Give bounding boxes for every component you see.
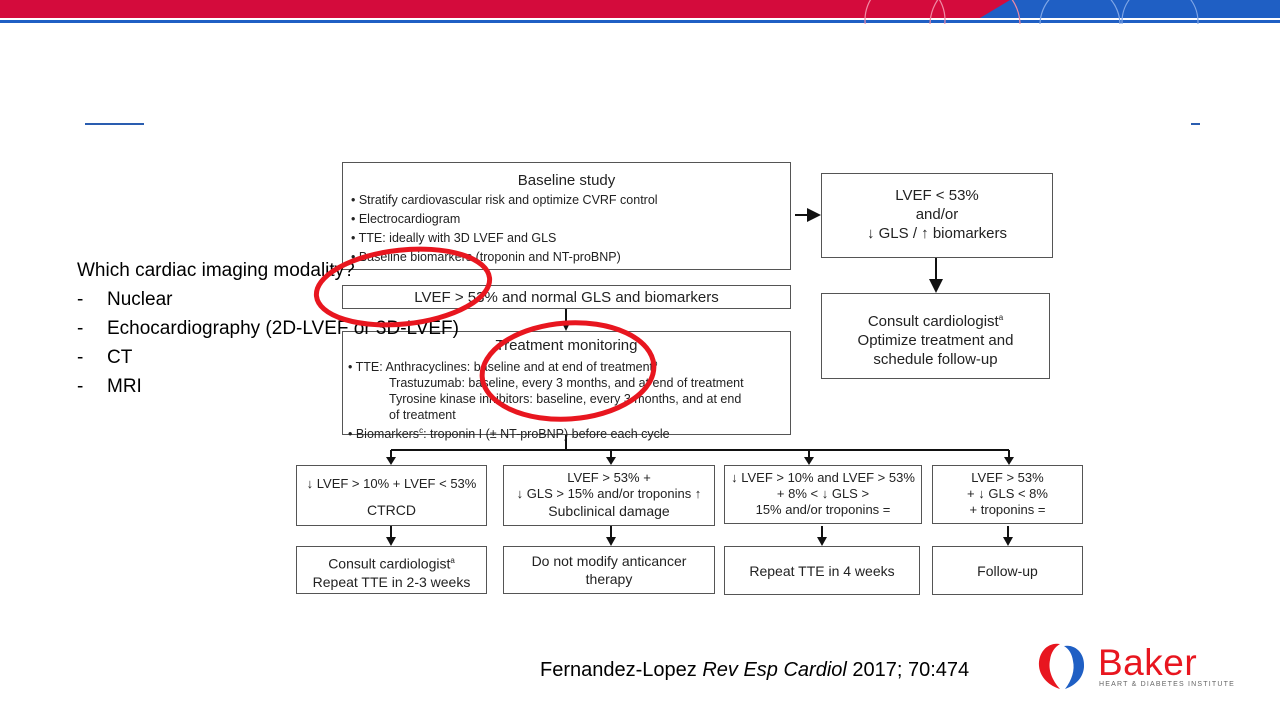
branch-line: 15% and/or troponins =	[755, 502, 891, 517]
baseline-bullet: • Stratify cardiovascular risk and optimize CVRF control	[351, 193, 658, 207]
branch-line: + ↓ GLS < 8%	[967, 486, 1048, 501]
outcome-line: Repeat TTE in 2-3 weeks	[312, 573, 471, 590]
abnormal-line3: ↓ GLS / ↑ biomarkers	[866, 225, 1008, 242]
citation-details: 2017; 70:474	[846, 659, 970, 681]
outcome-line: Do not modify anticancer	[531, 553, 687, 569]
monitoring-tte-text: • TTE: Anthracyclines: baseline and at end of treatment	[348, 360, 654, 375]
baker-heart-logo-icon	[1036, 640, 1088, 692]
footnote-c: c	[419, 426, 424, 436]
option-dash: -	[77, 347, 84, 368]
option-text: CT	[107, 347, 133, 368]
outcome-line: therapy	[585, 571, 633, 587]
normal-result-text: LVEF > 53% and normal GLS and biomarkers	[414, 289, 719, 306]
citation-journal: Rev Esp Cardiol	[702, 659, 847, 681]
outcome-line: Follow-up	[977, 563, 1038, 579]
branch-line: LVEF > 53% +	[567, 470, 651, 485]
footnote-a: a	[450, 556, 455, 565]
monitoring-tki-cont: of treatment	[389, 408, 456, 423]
branch-line: ↓ GLS > 15% and/or troponins ↑	[516, 486, 702, 501]
branch-line: ↓ LVEF > 10% and LVEF > 53%	[731, 470, 915, 485]
option-dash: -	[77, 318, 84, 339]
branch-label: CTRCD	[367, 502, 416, 518]
treatment-monitoring-title: Treatment monitoring	[495, 337, 638, 354]
logo-subtitle: HEART & DIABETES INSTITUTE	[1099, 681, 1235, 688]
biomarkers-label: • Biomarkers	[348, 427, 420, 442]
option-text: MRI	[107, 376, 142, 397]
question-title: Which cardiac imaging modality?	[77, 260, 355, 281]
abnormal-line2: and/or	[915, 206, 959, 223]
baseline-study-title: Baseline study	[517, 172, 616, 189]
branch-line: ↓ LVEF > 10% + LVEF < 53%	[306, 476, 477, 491]
consult-right-line2: Optimize treatment and	[857, 332, 1014, 349]
outcome-line: Repeat TTE in 4 weeks	[749, 563, 895, 579]
consult-right-line3: schedule follow-up	[873, 351, 998, 368]
baseline-bullet: • TTE: ideally with 3D LVEF and GLS	[351, 231, 557, 245]
option-text: Nuclear	[107, 289, 173, 310]
consult-right-title: Consult cardiologist	[867, 313, 999, 330]
citation-author: Fernandez-Lopez	[540, 659, 703, 681]
highlight-ellipse-monitoring	[479, 317, 657, 425]
option-dash: -	[77, 289, 84, 310]
logo-wordmark: Baker	[1098, 642, 1198, 683]
highlight-ellipse-normal-lvef	[313, 241, 494, 333]
monitoring-trastuzumab: Trastuzumab: baseline, every 3 months, and at end of treatment	[389, 376, 744, 391]
baseline-bullet: • Baseline biomarkers (troponin and NT-proBNP)	[351, 250, 621, 264]
outcome-consult-title: Consult cardiologist	[328, 555, 451, 572]
option-text: Echocardiography (2D-LVEF or 3D-LVEF)	[107, 318, 459, 339]
abnormal-line1: LVEF < 53%	[895, 187, 979, 204]
footnote-b: b	[653, 359, 658, 368]
branch-line: + troponins =	[969, 502, 1046, 517]
branch-line: + 8% < ↓ GLS >	[776, 486, 870, 501]
footnote-a: a	[998, 313, 1004, 322]
citation	[540, 659, 969, 682]
branch-line: LVEF > 53%	[971, 470, 1044, 485]
option-dash: -	[77, 376, 84, 397]
monitoring-tki: Tyrosine kinase inhibitors: baseline, every 3 months, and at end	[389, 392, 742, 407]
baseline-bullet: • Electrocardiogram	[351, 212, 461, 226]
branch-label: Subclinical damage	[548, 503, 670, 519]
biomarkers-text: : troponin I (± NT-proBNP) before each cycle	[423, 427, 670, 442]
